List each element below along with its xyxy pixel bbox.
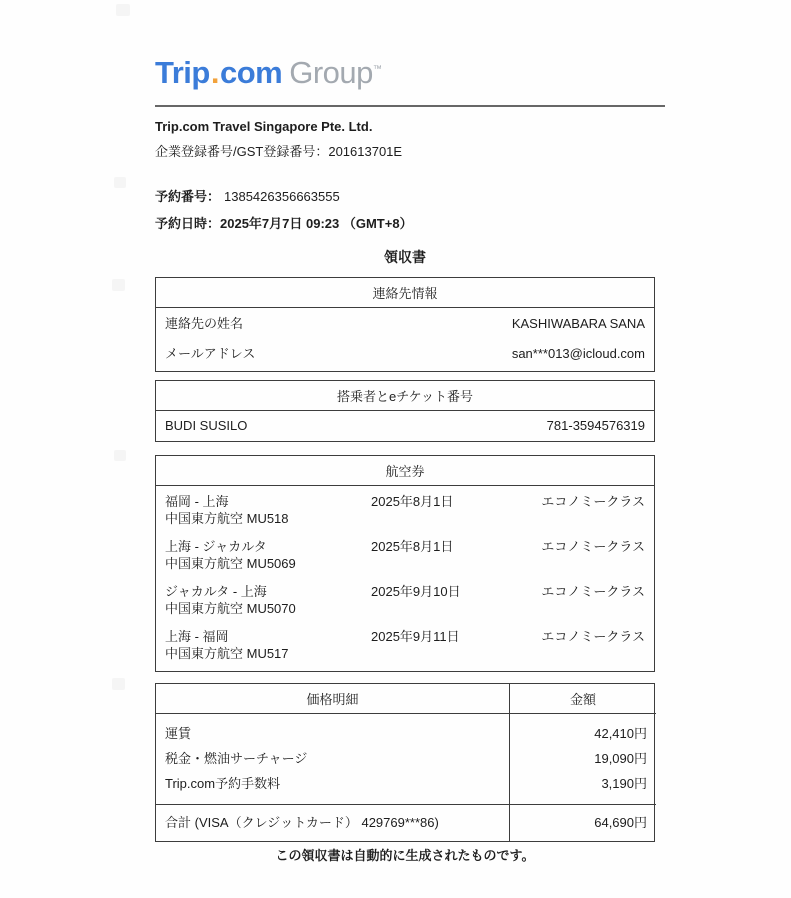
booking-datetime-value: 2025年7月7日 09:23 （GMT+8） — [220, 216, 413, 231]
contact-name-label: 連絡先の姓名 — [165, 316, 244, 331]
flight-route: 福岡 - 上海 — [165, 494, 229, 509]
company-registration-value: 201613701E — [328, 144, 403, 159]
passenger-ticket-table — [155, 380, 655, 442]
booking-number-label: 予約番号： — [155, 189, 221, 204]
flight-carrier: 中国東方航空 MU518 — [165, 511, 289, 526]
flight-date: 2025年8月1日 — [371, 494, 454, 509]
logo-text-trip: Trip — [155, 55, 210, 90]
company-registration-label: 企業登録番号/GST登録番号： — [155, 144, 329, 159]
table-row — [156, 488, 654, 533]
scan-smudge — [114, 177, 126, 188]
booking-number-value: 1385426356663555 — [224, 189, 340, 204]
header-divider — [155, 105, 665, 107]
flight-cabin: エコノミークラス — [541, 539, 645, 554]
booking-datetime-line — [155, 213, 413, 232]
auto-generated-note: この領収書は自動的に生成されたものです。 — [275, 848, 535, 863]
price-table-header-item: 価格明細 — [156, 684, 509, 714]
table-row — [156, 339, 654, 369]
page-title: 領収書 — [384, 249, 426, 265]
flight-carrier: 中国東方航空 MU5069 — [165, 556, 296, 571]
flight-carrier: 中国東方航空 MU517 — [165, 646, 289, 661]
logo-text-group: Group — [289, 55, 373, 90]
company-registration — [155, 141, 402, 160]
table-row — [156, 623, 654, 668]
price-item-amount: 19,090円 — [594, 751, 647, 766]
total-amount: 64,690円 — [509, 804, 656, 841]
booking-number-line — [155, 186, 340, 205]
price-item-label: 運賃 — [165, 726, 192, 741]
scan-smudge — [116, 4, 130, 16]
scan-smudge — [112, 678, 125, 690]
flight-carrier: 中国東方航空 MU5070 — [165, 601, 296, 616]
table-row — [156, 411, 654, 441]
table-row — [156, 309, 654, 339]
flight-route: ジャカルタ - 上海 — [165, 584, 267, 599]
contact-name-value: KASHIWABARA SANA — [511, 316, 645, 331]
passenger-name: BUDI SUSILO — [165, 418, 248, 433]
flight-cabin: エコノミークラス — [541, 584, 645, 599]
price-item-label: 税金・燃油サーチャージ — [165, 751, 308, 766]
price-breakdown-table — [155, 683, 655, 842]
flight-date: 2025年9月10日 — [371, 584, 461, 599]
total-label: 合計 (VISA（クレジットカード） 429769***86) — [156, 804, 509, 841]
tripcom-group-logo — [155, 55, 381, 91]
price-table-header-amount: 金額 — [509, 684, 656, 714]
table-row — [156, 578, 654, 623]
passenger-table-header: 搭乗者とeチケット番号 — [156, 381, 654, 411]
flight-ticket-table — [155, 455, 655, 672]
flight-cabin: エコノミークラス — [541, 629, 645, 644]
contact-email-value: san***013@icloud.com — [511, 346, 645, 361]
logo-text-com: com — [219, 55, 283, 90]
scan-smudge — [114, 450, 126, 461]
price-item-label: Trip.com予約手数料 — [165, 776, 281, 791]
contact-email-label: メールアドレス — [165, 346, 256, 361]
scan-smudge — [112, 279, 125, 291]
flight-cabin: エコノミークラス — [541, 494, 645, 509]
company-name: Trip.com Travel Singapore Pte. Ltd. — [155, 119, 373, 134]
flight-date: 2025年8月1日 — [371, 539, 454, 554]
contact-table-header: 連絡先情報 — [156, 278, 654, 308]
logo-trademark: ™ — [372, 63, 382, 74]
logo-dot-icon: . — [210, 55, 219, 90]
flight-date: 2025年9月11日 — [371, 629, 460, 644]
booking-datetime-label: 予約日時： — [155, 216, 221, 231]
flight-route: 上海 - ジャカルタ — [165, 539, 267, 554]
eticket-number: 781-3594576319 — [546, 418, 645, 433]
flights-table-header: 航空券 — [156, 456, 654, 486]
flight-route: 上海 - 福岡 — [165, 629, 229, 644]
price-item-amounts — [509, 714, 656, 804]
price-item-amount: 3,190円 — [601, 776, 647, 791]
price-item-labels — [156, 714, 509, 804]
price-item-amount: 42,410円 — [594, 726, 647, 741]
table-row — [156, 533, 654, 578]
contact-info-table — [155, 277, 655, 372]
